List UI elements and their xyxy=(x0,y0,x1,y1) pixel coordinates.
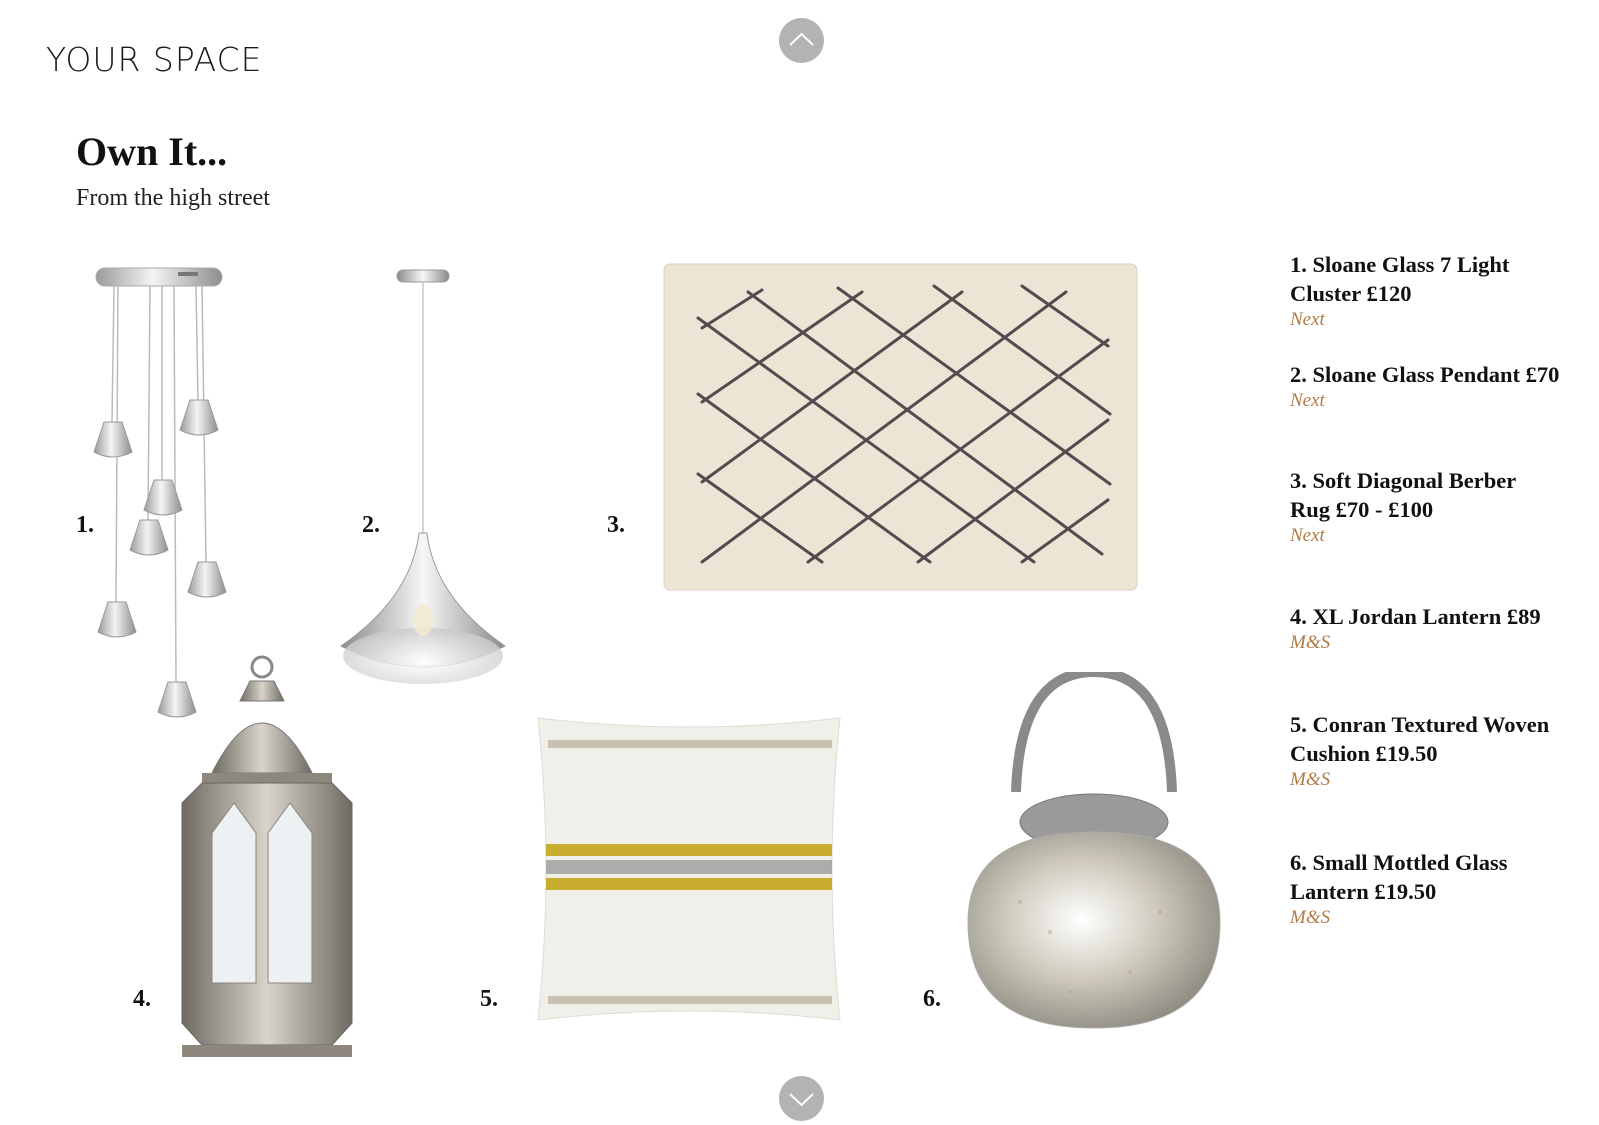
list-item[interactable] xyxy=(1290,710,1560,792)
chevron-down-icon xyxy=(779,1076,824,1121)
product-name: 4. XL Jordan Lantern £89 xyxy=(1290,604,1541,629)
list-item[interactable] xyxy=(1290,848,1560,930)
product-name: 1. Sloane Glass 7 Light Cluster £120 xyxy=(1290,252,1510,306)
product-name: 5. Conran Textured Woven Cushion £19.50 xyxy=(1290,712,1550,766)
chevron-up-icon xyxy=(779,18,824,63)
jordan-lantern-image[interactable] xyxy=(172,653,362,1063)
store-name: M&S xyxy=(1290,907,1331,928)
store-name: M&S xyxy=(1290,769,1331,790)
product-name: 6. Small Mottled Glass Lantern £19.50 xyxy=(1290,850,1508,904)
store-name: Next xyxy=(1290,525,1325,546)
store-name: Next xyxy=(1290,390,1325,411)
list-item[interactable] xyxy=(1290,466,1560,548)
product-number-3: 3. xyxy=(607,512,625,538)
page-subtitle: From the high street xyxy=(76,185,270,211)
list-item[interactable] xyxy=(1290,250,1560,332)
store-name: Next xyxy=(1290,309,1325,330)
product-number-5: 5. xyxy=(480,986,498,1012)
section-label: YOUR SPACE xyxy=(46,40,263,79)
glass-pendant-image[interactable] xyxy=(335,268,515,718)
page-title: Own It... xyxy=(76,129,228,174)
product-number-4: 4. xyxy=(133,986,151,1012)
store-name: M&S xyxy=(1290,632,1331,653)
product-number-1: 1. xyxy=(76,512,94,538)
woven-cushion-image[interactable] xyxy=(524,710,854,1040)
product-name: 3. Soft Diagonal Berber Rug £70 - £100 xyxy=(1290,468,1516,522)
scroll-down-button[interactable] xyxy=(779,1076,824,1121)
berber-rug-image[interactable] xyxy=(662,262,1139,592)
product-number-2: 2. xyxy=(362,512,380,538)
list-item[interactable] xyxy=(1290,602,1560,655)
product-name: 2. Sloane Glass Pendant £70 xyxy=(1290,362,1560,387)
scroll-up-button[interactable] xyxy=(779,18,824,63)
mottled-lantern-image[interactable] xyxy=(960,672,1228,1052)
list-item[interactable] xyxy=(1290,360,1560,413)
product-number-6: 6. xyxy=(923,986,941,1012)
